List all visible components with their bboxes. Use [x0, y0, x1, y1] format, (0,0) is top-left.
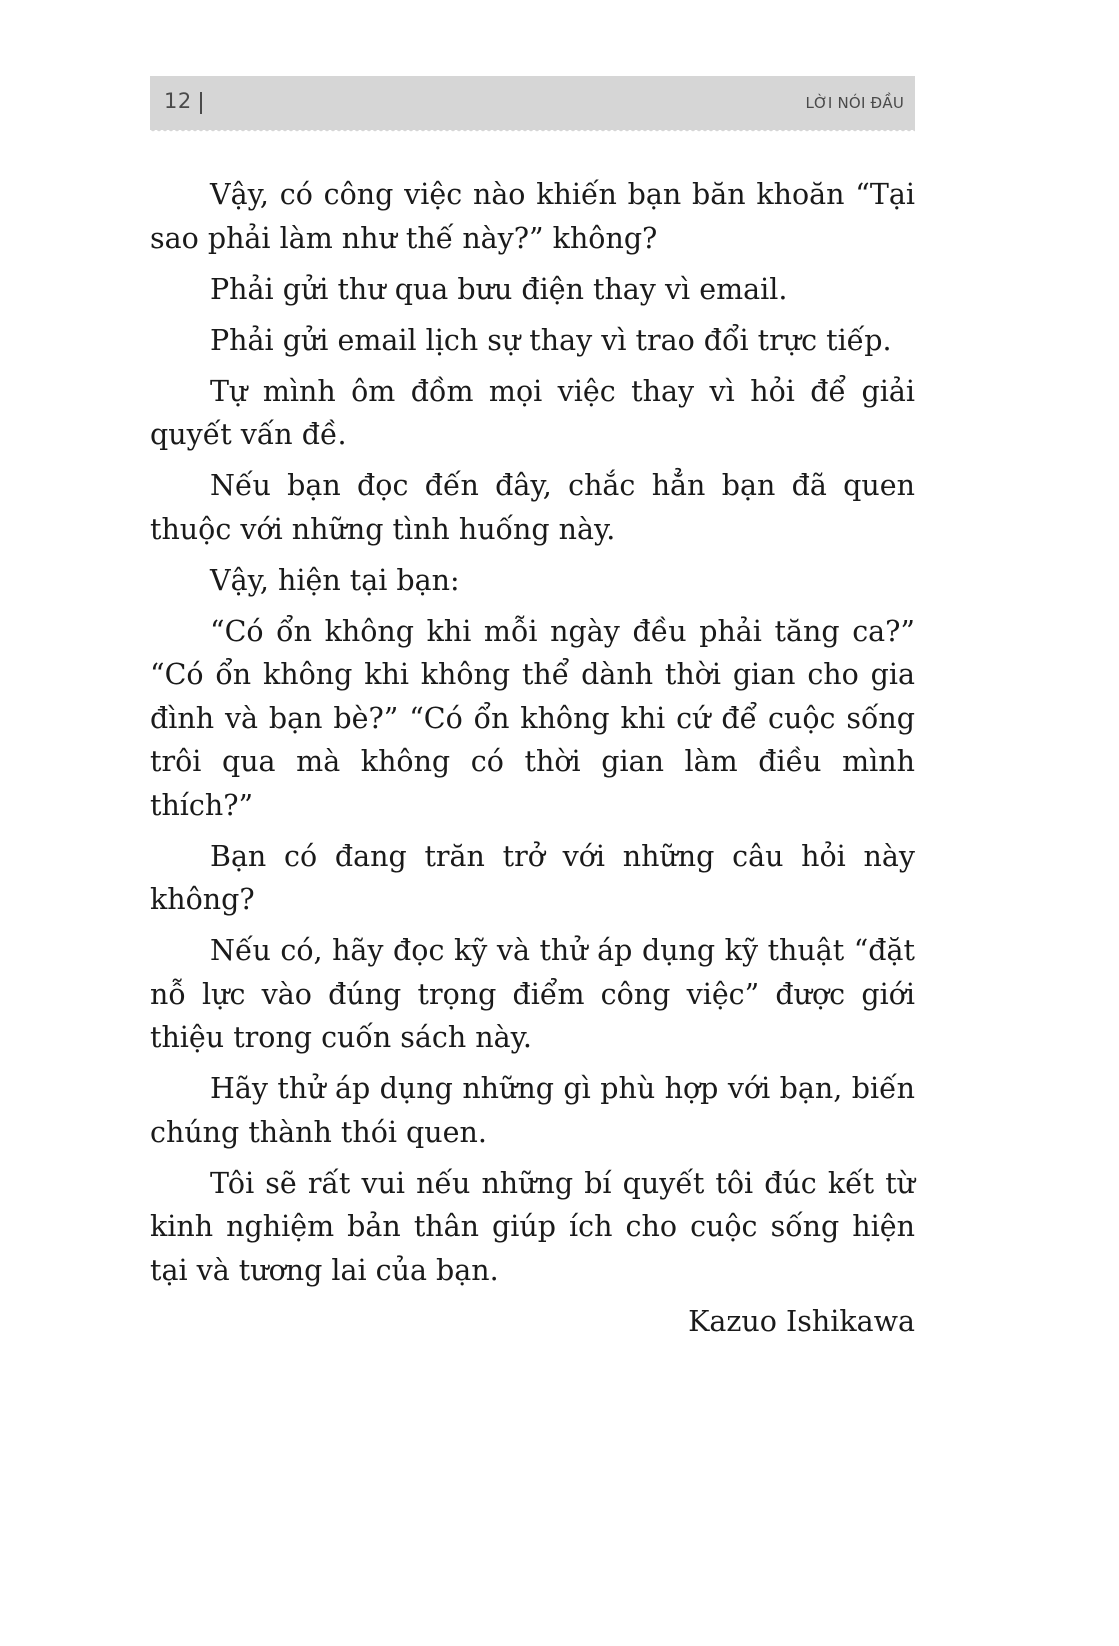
- paragraph: Tôi sẽ rất vui nếu những bí quyết tôi đúc kết từ kinh nghiệm bản thân giúp ích cho cuộc sống hiện tại và tương lai của bạn.: [150, 1166, 915, 1287]
- paragraph: Phải gửi thư qua bưu điện thay vì email.: [210, 272, 788, 306]
- paragraph: Phải gửi email lịch sự thay vì trao đổi trực tiếp.: [210, 323, 892, 357]
- paragraph: Hãy thử áp dụng những gì phù hợp với bạn, biến chúng thành thói quen.: [150, 1072, 915, 1149]
- chapter-title: LỜI NÓI ĐẦU: [805, 94, 904, 112]
- page-header: [150, 76, 915, 130]
- header-divider: [200, 92, 202, 114]
- author-signature: Kazuo Ishikawa: [688, 1304, 915, 1338]
- paragraph: Vậy, có công việc nào khiến bạn băn khoăn “Tại sao phải làm như thế này?” không?: [150, 178, 915, 255]
- paragraph: Tự mình ôm đồm mọi việc thay vì hỏi để giải quyết vấn đề.: [150, 374, 915, 451]
- paragraph: “Có ổn không khi mỗi ngày đều phải tăng ca?” “Có ổn không khi không thể dành thời gian cho gia đình và bạn bè?” “Có ổn không khi cứ để cuộc sống trôi qua mà không có thời gian làm điều mình thích?”: [150, 614, 915, 822]
- page-number: 12: [164, 89, 192, 113]
- paragraph: Nếu bạn đọc đến đây, chắc hẳn bạn đã quen thuộc với những tình huống này.: [150, 469, 915, 546]
- paragraph: Vậy, hiện tại bạn:: [210, 563, 460, 597]
- paragraph: Nếu có, hãy đọc kỹ và thử áp dụng kỹ thuật “đặt nỗ lực vào đúng trọng điểm công việc” được giới thiệu trong cuốn sách này.: [150, 934, 915, 1054]
- paragraph: Bạn có đang trăn trở với những câu hỏi này không?: [150, 839, 915, 916]
- page-body: [150, 173, 915, 1351]
